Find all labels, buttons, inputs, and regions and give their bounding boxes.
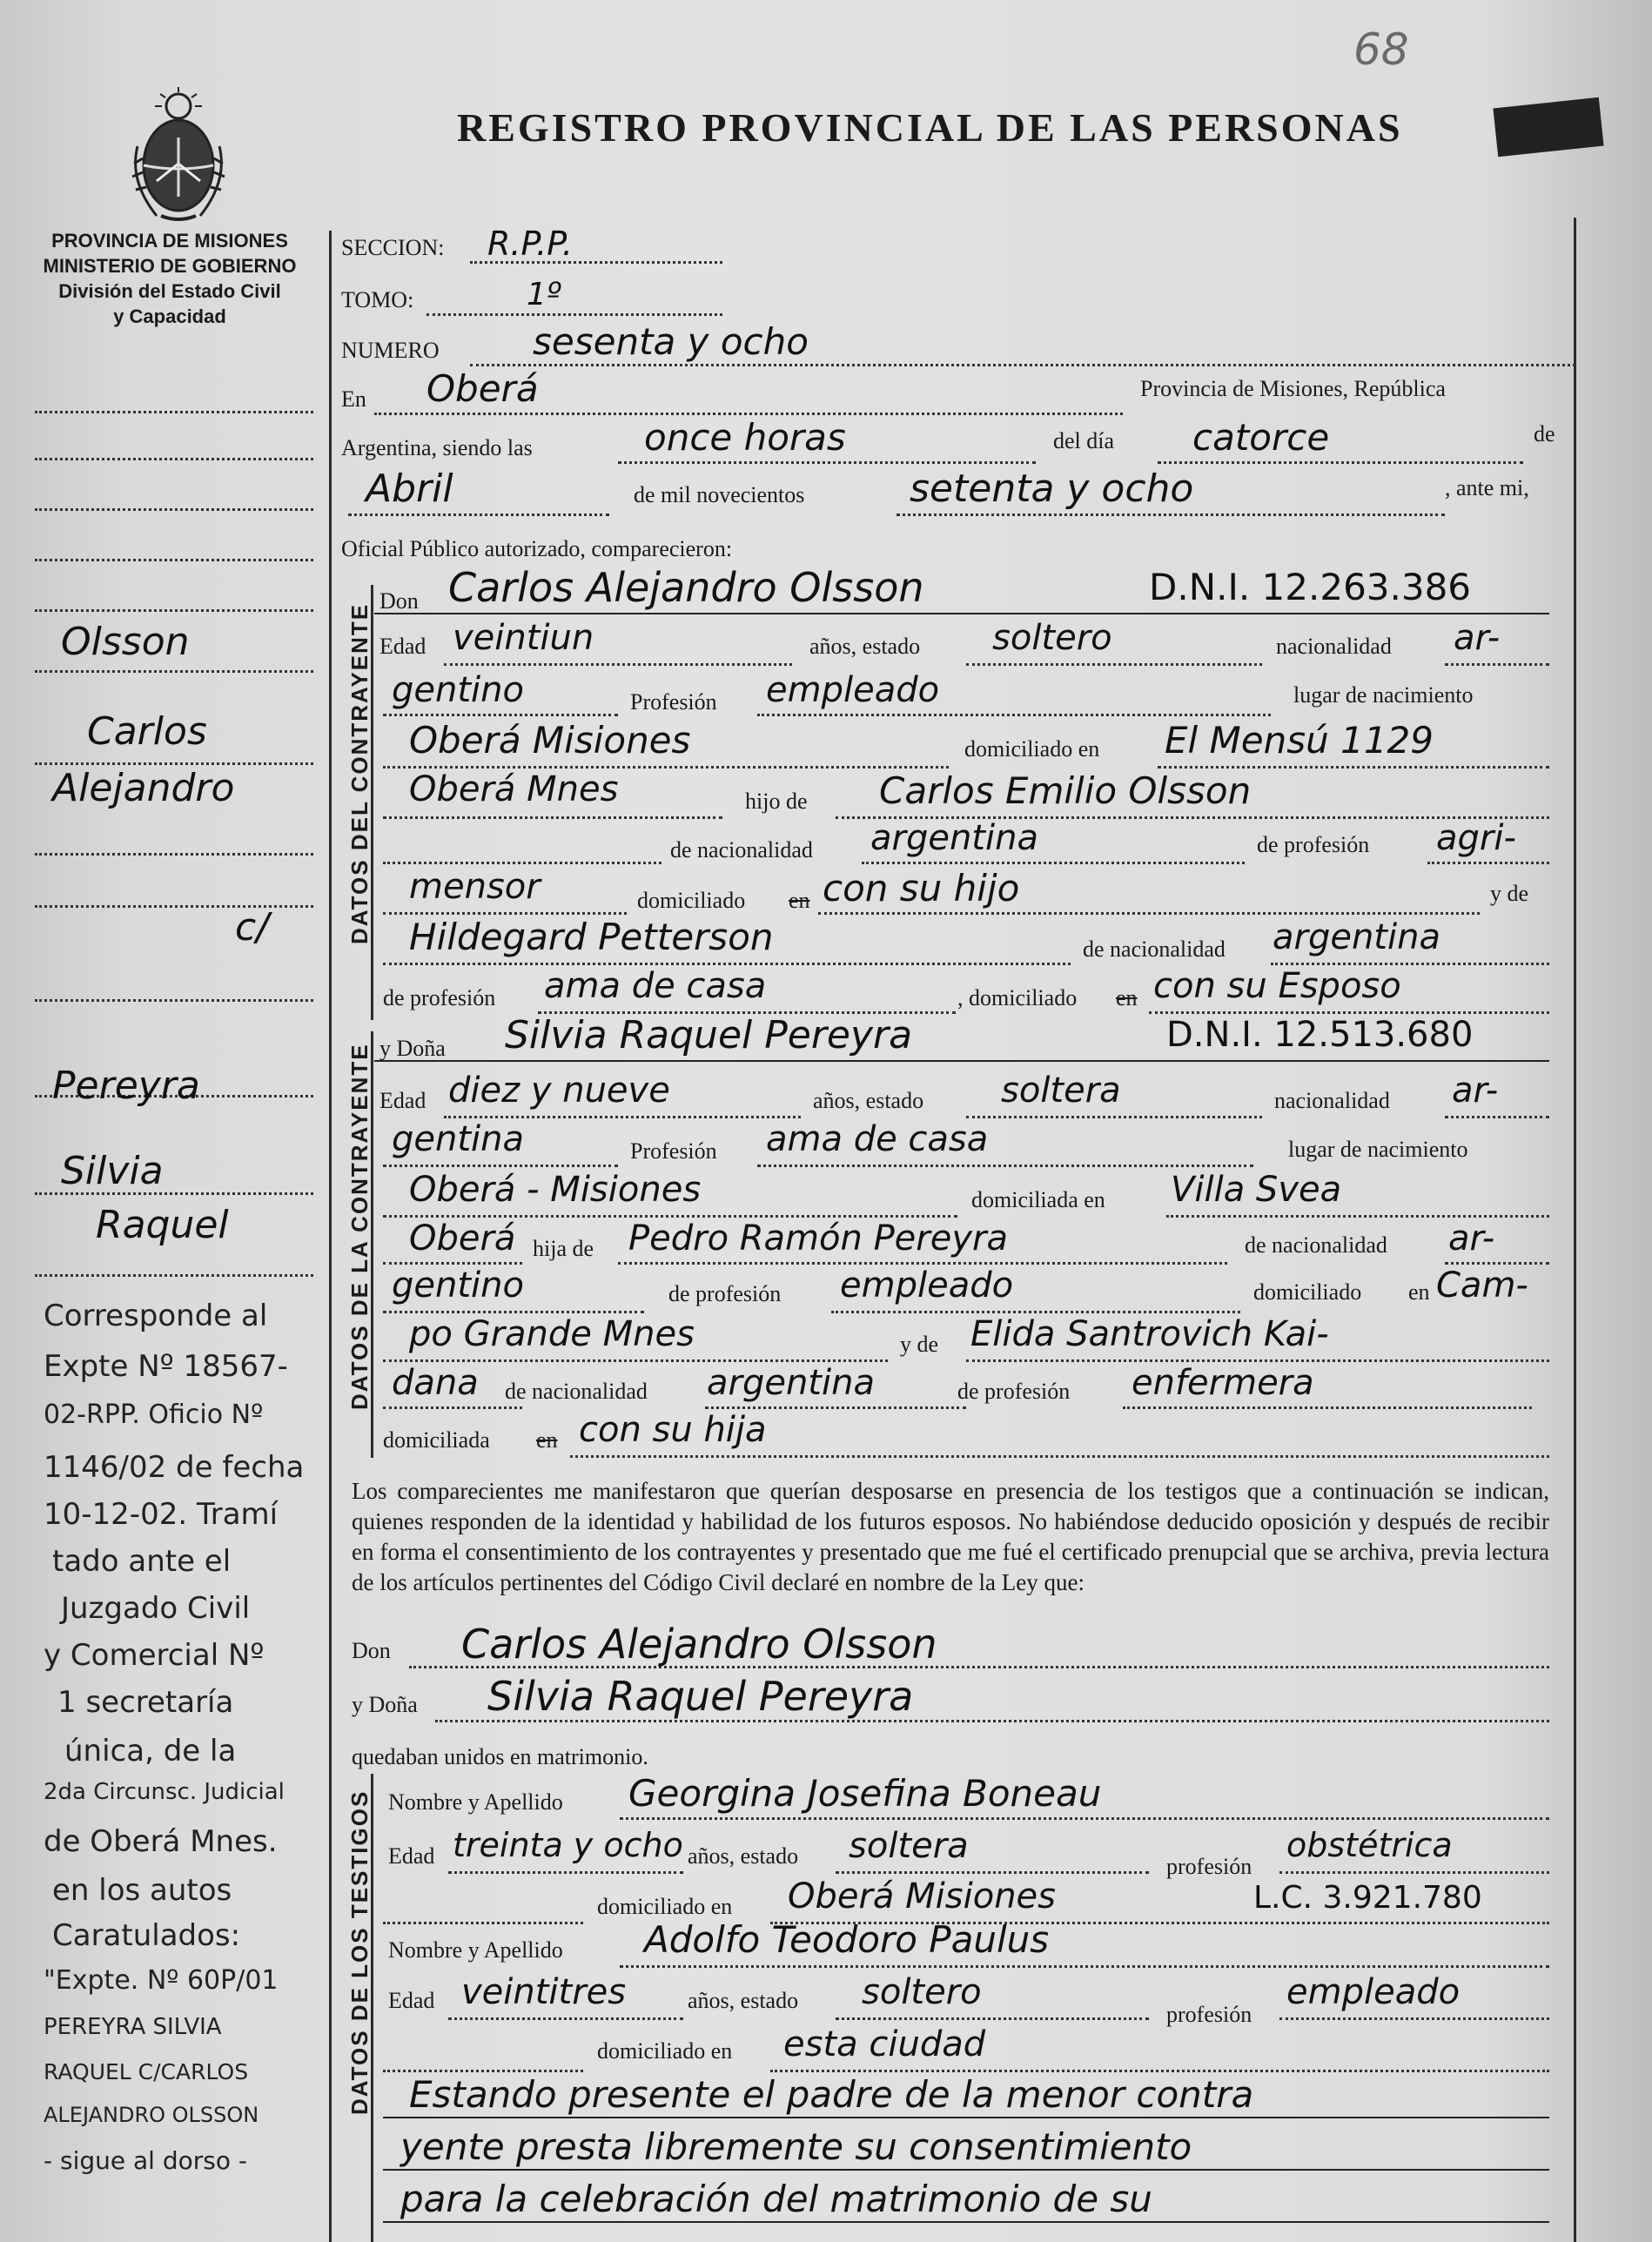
field-line	[705, 1406, 966, 1409]
w1-nombre-label: Nombre y Apellido	[388, 1789, 563, 1815]
field-line	[1445, 663, 1549, 666]
groom-madre-nac: argentina	[1273, 917, 1440, 957]
margin-name-1: Carlos	[87, 709, 207, 754]
obs-line	[383, 2221, 1549, 2223]
w2-edad: veintitres	[461, 1972, 627, 2012]
annotation-line: Caratulados:	[52, 1918, 241, 1953]
bride-padre-nac-1: ar-	[1448, 1218, 1495, 1259]
y-de-label: y de	[900, 1332, 939, 1357]
w1-anios-estado-label: años, estado	[688, 1843, 799, 1869]
margin-line	[35, 853, 313, 856]
field-line	[1158, 461, 1523, 464]
margin-line	[35, 762, 313, 765]
de-label: de	[1534, 421, 1555, 446]
bride-padre: Pedro Ramón Pereyra	[628, 1218, 1008, 1259]
w2-nombre-label: Nombre y Apellido	[388, 1937, 563, 1963]
annotation-line: ALEJANDRO OLSSON	[44, 2103, 259, 2127]
hora-value: once horas	[644, 416, 846, 459]
annotation-line: Corresponde al	[44, 1299, 268, 1333]
w1-estado: soltera	[849, 1826, 969, 1866]
field-line	[770, 2070, 1549, 2072]
field-line	[383, 1215, 957, 1218]
dona-label: y Doña	[379, 1036, 446, 1061]
field-line	[374, 413, 1123, 415]
groom-domicilio-2: Oberá Mnes	[409, 769, 619, 809]
padre-nac-label: de nacionalidad	[670, 837, 813, 863]
bride-madre-dom: con su hija	[579, 1410, 767, 1450]
margin-line	[35, 559, 313, 561]
field-line	[383, 1406, 522, 1409]
groom-name-line	[374, 613, 1549, 614]
annotation-line: tado ante el	[52, 1544, 232, 1579]
bride-edad: diez y nueve	[448, 1071, 670, 1111]
domiciliado-label: domiciliado en	[964, 736, 1100, 762]
padre-prof-label: de profesión	[1257, 832, 1370, 857]
hijo-label: hijo de	[745, 789, 808, 814]
bride-padre-nac-2: gentino	[392, 1265, 524, 1306]
madre-prof-label: de profesión	[957, 1379, 1071, 1404]
obs-line	[383, 2169, 1549, 2171]
field-line	[383, 816, 722, 819]
declaration-text: Los comparecientes me manifestaron que querían desposarse en presencia de los testigos que a continuación se indican, quienes responden de la identidad y habilidad de los futuros esposos. No habiéndose deducido oposición y después de recibir en forma el consentimiento de los contrayentes y presentado que me fué el certificado prenupcial que se archiva, previa lectura de los artículos pertinentes del Código Civil declaré en nombre de la Ley que:	[352, 1478, 1549, 1595]
margin-line	[35, 609, 313, 612]
tomo-value: 1º	[527, 277, 561, 312]
lugar-label: lugar de nacimiento	[1293, 682, 1474, 708]
section-label-bride: DATOS DE LA CONTRAYENTE	[346, 1043, 373, 1410]
dia-value: catorce	[1192, 416, 1330, 459]
annotation-line: en los autos	[52, 1873, 232, 1908]
bride-padre-dom-2: po Grande Mnes	[409, 1314, 695, 1354]
decl-don-label: Don	[352, 1638, 391, 1663]
groom-lugar: Oberá Misiones	[409, 719, 691, 762]
annotation-line: 2da Circunsc. Judicial	[44, 1779, 285, 1805]
field-line	[383, 1922, 583, 1924]
seccion-label: SECCION:	[341, 235, 445, 260]
groom-padre-prof-2: mensor	[409, 867, 541, 907]
don-label: Don	[379, 588, 419, 614]
annotation-line: - sigue al dorso -	[44, 2146, 247, 2175]
groom-name: Carlos Alejandro Olsson	[448, 564, 924, 611]
annotation-line: Expte Nº 18567-	[44, 1349, 288, 1384]
edad-label: Edad	[379, 1088, 426, 1113]
ministry-line-2: MINISTERIO DE GOBIERNO	[43, 255, 297, 277]
oficial-text: Oficial Público autorizado, comparecieron:	[341, 536, 733, 561]
madre-dom-label: , domiciliado	[957, 985, 1078, 1010]
anios-estado-label: años, estado	[813, 1088, 924, 1113]
groom-madre-prof: ama de casa	[544, 966, 767, 1006]
anio-value: setenta y ocho	[910, 467, 1194, 511]
annotation-line: 1146/02 de fecha	[44, 1450, 305, 1485]
annotation-line: PEREYRA SILVIA	[44, 2014, 222, 2040]
field-line	[1445, 1262, 1549, 1265]
profesion-label: Profesión	[630, 1138, 717, 1164]
ministry-line-3: División del Estado Civil	[58, 280, 281, 302]
w1-prof-label: profesión	[1166, 1854, 1252, 1879]
field-line	[966, 1116, 1262, 1118]
madre-nac-label: de nacionalidad	[505, 1379, 648, 1404]
field-line	[383, 1262, 522, 1265]
field-line	[862, 862, 1245, 864]
groom-padre-nac: argentina	[870, 818, 1038, 858]
hija-label: hija de	[533, 1236, 594, 1261]
en-label: En	[341, 386, 366, 412]
margin-line	[35, 1274, 313, 1277]
groom-madre-dom: con su Esposo	[1153, 966, 1401, 1006]
field-line	[383, 912, 627, 915]
w2-edad-label: Edad	[388, 1988, 435, 2013]
ministry-line-1: PROVINCIA DE MISIONES	[51, 230, 288, 252]
w1-dom-label: domiciliado en	[597, 1894, 733, 1919]
field-line	[966, 1359, 1549, 1362]
bride-padre-dom-1: Cam-	[1436, 1265, 1528, 1306]
unidos-text: quedaban unidos en matrimonio.	[352, 1744, 648, 1769]
argentina-label: Argentina, siendo las	[341, 435, 533, 460]
provincia-text: Provincia de Misiones, República	[1140, 376, 1446, 401]
bride-nacionalidad-1: ar-	[1452, 1071, 1499, 1111]
field-line	[1445, 1116, 1549, 1118]
bride-nacionalidad-2: gentina	[392, 1119, 525, 1159]
field-line	[435, 1720, 1549, 1722]
bride-name-line	[374, 1060, 1549, 1062]
ministry-line-4: y Capacidad	[113, 305, 226, 327]
w2-prof: empleado	[1286, 1972, 1461, 2012]
margin-line	[35, 508, 313, 511]
w1-edad-label: Edad	[388, 1843, 435, 1869]
field-line	[444, 663, 792, 666]
madre-nac-label: de nacionalidad	[1083, 936, 1226, 962]
field-line	[383, 1165, 618, 1167]
bride-domicilio-2: Oberá	[409, 1218, 516, 1259]
bride-dni: D.N.I. 12.513.680	[1166, 1015, 1474, 1055]
en-strike: en	[789, 888, 810, 913]
bride-profesion: ama de casa	[766, 1119, 989, 1159]
field-line	[383, 766, 949, 769]
annotation-line: única, de la	[64, 1734, 237, 1769]
bride-name: Silvia Raquel Pereyra	[505, 1013, 913, 1057]
groom-profesion: empleado	[766, 670, 940, 710]
field-line	[1271, 963, 1549, 965]
field-line	[1149, 1011, 1549, 1014]
margin-line	[35, 670, 313, 673]
field-line	[1123, 1406, 1532, 1409]
seccion-value: R.P.P.	[487, 225, 574, 263]
annotation-line: RAQUEL C/CARLOS	[44, 2059, 249, 2084]
del-dia-label: del día	[1053, 428, 1115, 453]
field-line	[757, 1165, 1253, 1167]
coat-of-arms-icon	[122, 85, 235, 225]
w1-dom: Oberá Misiones	[788, 1876, 1057, 1916]
groom-padre: Carlos Emilio Olsson	[879, 769, 1252, 812]
w1-prof: obstétrica	[1286, 1826, 1453, 1864]
w1-lc: L.C. 3.921.780	[1253, 1880, 1482, 1916]
margin-line	[35, 905, 313, 908]
annotation-line: de Oberá Mnes.	[44, 1824, 278, 1859]
groom-dni: D.N.I. 12.263.386	[1149, 566, 1472, 608]
margin-name-3: Silvia	[61, 1149, 164, 1193]
w2-prof-label: profesión	[1166, 2002, 1252, 2027]
bride-lugar: Oberá - Misiones	[409, 1170, 702, 1210]
numero-label: NUMERO	[341, 338, 440, 363]
field-line	[620, 1965, 1549, 1968]
profesion-label: Profesión	[630, 689, 717, 715]
margin-line	[35, 411, 313, 413]
padre-dom-label: domiciliado	[1253, 1279, 1362, 1305]
bride-madre: Elida Santrovich Kai-	[970, 1314, 1329, 1354]
field-line	[836, 1871, 1149, 1874]
field-line	[348, 514, 609, 516]
field-line	[1166, 1215, 1549, 1218]
field-line	[448, 1871, 683, 1874]
field-line	[448, 2017, 683, 2020]
margin-surname-2: Pereyra	[52, 1064, 200, 1108]
w2-anios-estado-label: años, estado	[688, 1988, 799, 2013]
nacionalidad-label: nacionalidad	[1274, 1088, 1390, 1113]
field-line	[570, 1455, 1549, 1458]
obs-line	[383, 2117, 1549, 2118]
section-label-groom: DATOS DEL CONTRAYENTE	[346, 602, 373, 944]
field-line	[897, 514, 1445, 516]
field-line	[383, 714, 618, 716]
field-line	[966, 663, 1262, 666]
annotation-line: y Comercial Nº	[44, 1638, 265, 1673]
groom-nacionalidad-2: gentino	[392, 670, 524, 710]
field-line	[618, 1262, 1227, 1265]
groom-domicilio: El Mensú 1129	[1165, 719, 1434, 762]
right-border	[1574, 218, 1576, 2242]
field-line	[818, 912, 1480, 915]
decl-don-name: Carlos Alejandro Olsson	[461, 1621, 937, 1668]
bride-estado: soltera	[1001, 1071, 1121, 1111]
field-line	[1279, 1871, 1549, 1874]
tomo-label: TOMO:	[341, 287, 414, 312]
section-label-witnesses: DATOS DE LOS TESTIGOS	[346, 1789, 373, 2115]
bride-madre-prof: enfermera	[1132, 1363, 1314, 1403]
decl-dona-name: Silvia Raquel Pereyra	[487, 1673, 914, 1720]
main-divider	[329, 231, 332, 2242]
w1-name: Georgina Josefina Boneau	[628, 1772, 1102, 1815]
observation-line-3: para la celebración del matrimonio de su	[400, 2178, 1152, 2220]
annotation-line: 10-12-02. Tramí	[44, 1497, 279, 1532]
groom-estado: soltero	[992, 618, 1112, 658]
w2-estado: soltero	[862, 1972, 982, 2012]
field-line	[831, 1311, 1240, 1313]
field-line	[383, 1359, 888, 1362]
bride-madre-2: dana	[392, 1363, 479, 1403]
ministry-header	[26, 228, 313, 329]
w2-dom-label: domiciliado en	[597, 2038, 733, 2064]
redaction-stamp	[1493, 97, 1603, 157]
groom-edad: veintiun	[453, 618, 594, 658]
groom-madre: Hildegard Petterson	[409, 916, 774, 958]
observation-line-2: yente presta libremente su consentimiento	[400, 2125, 1192, 2168]
w1-edad: treinta y ocho	[453, 1826, 683, 1864]
groom-padre-dom: con su hijo	[823, 867, 1020, 910]
field-line	[1158, 766, 1549, 769]
mes-value: Abril	[366, 467, 453, 511]
madre-dom-label: domiciliada	[383, 1427, 490, 1453]
field-line	[383, 1311, 644, 1313]
field-line	[618, 461, 1036, 464]
field-line	[1427, 862, 1549, 864]
annotation-line: "Expte. Nº 60P/01	[44, 1965, 279, 1996]
de-mil-label: de mil novecientos	[634, 482, 805, 507]
annotation-line: 1 secretaría	[57, 1685, 234, 1720]
padre-dom-label: domiciliado	[637, 888, 746, 913]
lugar-label: lugar de nacimiento	[1288, 1137, 1468, 1162]
en-strike: en	[536, 1427, 558, 1453]
w2-name: Adolfo Teodoro Paulus	[644, 1918, 1050, 1961]
en-label: en	[1408, 1279, 1430, 1305]
w2-dom: esta ciudad	[783, 2024, 986, 2064]
padre-nac-label: de nacionalidad	[1245, 1232, 1387, 1258]
madre-prof-label: de profesión	[383, 985, 496, 1010]
annotation-line: Juzgado Civil	[61, 1591, 251, 1626]
groom-nacionalidad-1: ar-	[1454, 618, 1501, 658]
margin-surname: Olsson	[61, 620, 190, 664]
corner-number: 68	[1353, 24, 1409, 75]
anios-estado-label: años, estado	[809, 634, 921, 659]
margin-line	[35, 458, 313, 460]
y-de-label: y de	[1490, 881, 1529, 906]
field-line	[383, 2070, 583, 2072]
decl-dona-label: y Doña	[352, 1692, 418, 1717]
ante-mi: , ante mi,	[1445, 475, 1529, 500]
observation-line-1: Estando presente el padre de la menor contra	[409, 2073, 1254, 2116]
margin-line	[35, 999, 313, 1002]
margin-name-2: Alejandro	[52, 766, 235, 810]
bride-domicilio: Villa Svea	[1171, 1170, 1342, 1210]
page-title: REGISTRO PROVINCIAL DE LAS PERSONAS	[457, 105, 1403, 150]
field-line	[444, 1116, 801, 1118]
field-line	[383, 963, 1071, 965]
field-line	[1279, 2017, 1549, 2020]
margin-c-slash: c/	[235, 905, 270, 950]
margin-name-4: Raquel	[96, 1203, 229, 1247]
field-line	[620, 1817, 1549, 1820]
field-line	[757, 714, 1271, 716]
bride-padre-prof: empleado	[840, 1265, 1014, 1306]
nacionalidad-label: nacionalidad	[1276, 634, 1392, 659]
field-line	[383, 862, 661, 864]
numero-value: sesenta y ocho	[533, 320, 809, 363]
field-line	[426, 313, 722, 316]
en-strike: en	[1116, 985, 1138, 1010]
edad-label: Edad	[379, 634, 426, 659]
domiciliada-label: domiciliada en	[971, 1187, 1105, 1212]
groom-padre-prof-1: agri-	[1436, 818, 1516, 858]
field-line	[836, 2017, 1149, 2020]
field-line	[470, 364, 1575, 366]
annotation-line: 02-RPP. Oficio Nº	[44, 1400, 264, 1430]
bride-madre-nac: argentina	[707, 1363, 875, 1403]
en-value: Oberá	[426, 367, 539, 410]
padre-prof-label: de profesión	[668, 1281, 782, 1306]
